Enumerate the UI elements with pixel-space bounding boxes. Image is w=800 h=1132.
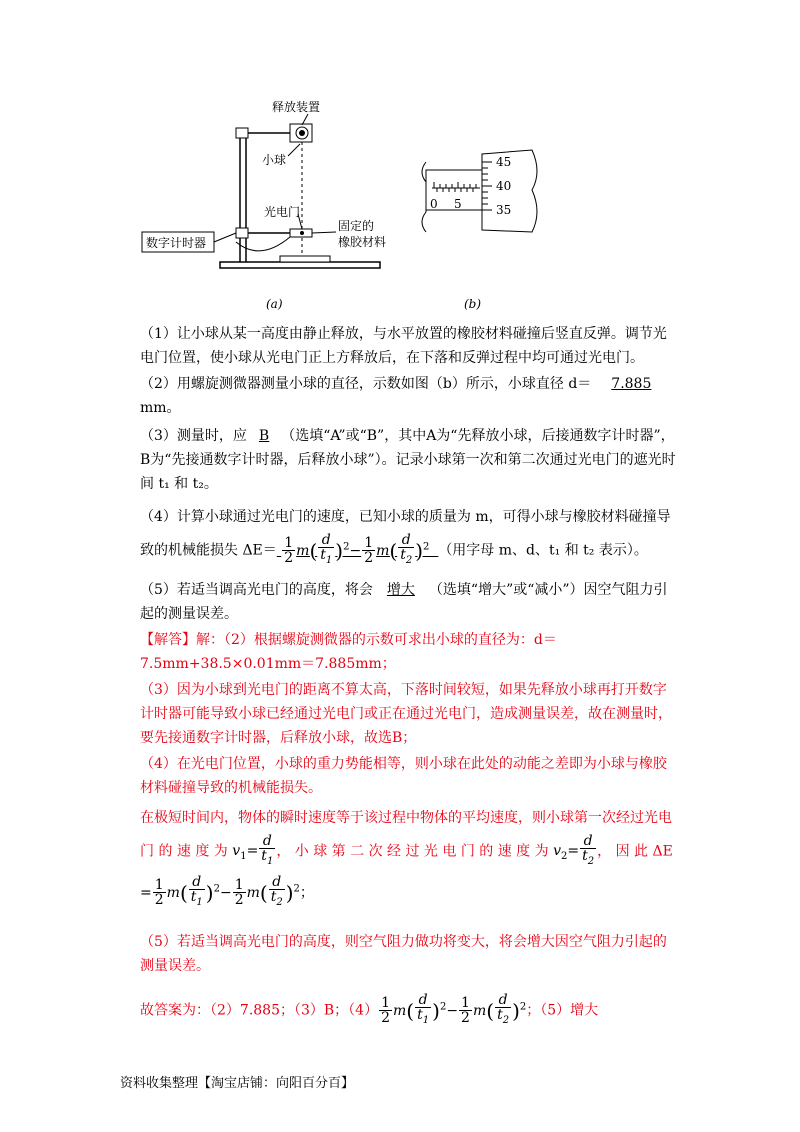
label-timer: 数字计时器: [146, 236, 207, 250]
q2-prefix: （2）用螺旋测微器测量小球的直径，示数如图（b）所示，小球直径 d＝: [140, 376, 592, 392]
solution-5: （5）若适当调高光电门的高度，则空气阻力做功将变大，将会增大因空气阻力引起的测量误差。: [140, 934, 667, 974]
q4-formula: $\frac{1}{2}$ m( $\frac{d}{t_1}$ )$^2$− $\frac{1}{2}$ m( $\frac{d}{t_2}$ )$^2$: [284, 532, 430, 567]
caption-a: (a): [266, 297, 283, 311]
q5-prefix: （5）若适当调高光电门的高度，将会: [140, 582, 373, 598]
label-release-device: 释放装置: [272, 100, 321, 114]
q2-answer: 7.885: [611, 376, 652, 392]
micro-sleeve-5: 5: [454, 197, 462, 211]
answer-formula: $\frac{1}{2}$ m( $\frac{d}{t_1}$ )$^2$− $\frac{1}{2}$ m( $\frac{d}{t_2}$ )$^2$: [381, 992, 527, 1027]
question-2: [140, 372, 680, 420]
micro-tick-35: 35: [496, 203, 512, 217]
sol4b-text-a: 门 的 速 度 为: [140, 843, 228, 860]
question-1: （1）让小球从某一高度由静止释放，与水平放置的橡胶材料碰撞后竖直反弹。调节光电门位置，使小球从光电门正上方释放后，在下落和反弹过程中均可通过光电门。: [140, 326, 667, 366]
q4-prefix: （4）计算小球通过光电门的速度，已知小球的质量为 m，可得小球与橡胶材料碰撞导致的机械能损失 ΔE＝: [140, 509, 671, 559]
sol4b-line1: 在极短时间内，物体的瞬时速度等于该过程中物体的平均速度，则小球第一次经过光电: [140, 810, 672, 826]
answer-suffix: ；（5）增大: [526, 1002, 599, 1019]
solution-3: （3）因为小球到光电门的距离不算太高，下落时间较短，如果先释放小球再打开数字计时器可能导致小球已经通过光电门或正在通过光电门，造成测量误差，故在测量时，要先接通数字计时器，后释放小球，故选B；: [140, 682, 672, 746]
v1-formula: $v_1=$ $\frac{d}{t_1}$: [232, 833, 274, 867]
solution-head: 【解答】解：（2）根据螺旋测微器的示数可求出小球的直径为：d＝7.5mm+38.5×0.01mm＝7.885mm；: [140, 632, 557, 672]
caption-b: (b): [464, 297, 482, 311]
sol4b-text-b: ， 小 球 第 二 次 经 过 光 电 门 的 速 度 为: [276, 843, 549, 860]
q3-answer: B: [258, 428, 270, 444]
micro-tick-40: 40: [496, 179, 512, 193]
final-answer: [140, 992, 680, 1028]
label-rubber-2: 橡胶材料: [338, 235, 387, 249]
label-rubber-1: 固定的: [338, 219, 375, 233]
answer-prefix: 故答案为：（2）7.885；（3）B；（4）: [140, 1002, 379, 1019]
v2-formula: $v_2=$ $\frac{d}{t_2}$: [553, 833, 595, 867]
apparatus-figure: [140, 92, 560, 322]
question-5: [140, 578, 680, 626]
delta-e-formula: = $\frac{1}{2}$ m( $\frac{d}{t_1}$ )$^2$− $\frac{1}{2}$ m( $\frac{d}{t_2}$ )$^2$；: [140, 874, 314, 909]
q2-suffix: mm。: [140, 400, 181, 416]
question-4: [140, 502, 680, 568]
solution-4b: [140, 802, 680, 910]
footer-text: 资料收集整理【淘宝店铺：向阳百分百】: [120, 1076, 355, 1091]
figure-area: [140, 92, 560, 322]
label-ball: 小球: [262, 153, 287, 167]
sol4b-text-c: ， 因 此 ΔE: [597, 843, 673, 860]
q3-prefix: （3）测量时，应: [140, 428, 247, 444]
q5-answer: 增大: [386, 582, 415, 598]
solution-4: （4）在光电门位置，小球的重力势能相等，则小球在此处的动能之差即为小球与橡胶材料碰撞导致的机械能损失。: [140, 756, 667, 796]
question-3: [140, 424, 680, 496]
q5-suffix: （选填“增大”或“减小”）因空气阻力引起的测量误差。: [140, 582, 668, 622]
q3-suffix: （选填“A”或“B”，其中A为“先释放小球，后接通数字计时器”，B为“先接通数字计时器，后释放小球”）。记录小球第一次和第二次通过光电门的遮光时间 t₁ 和 t₂。: [140, 428, 676, 492]
label-photogate: 光电门: [264, 205, 301, 219]
q4-suffix: （用字母 m、d、t₁ 和 t₂ 表示）。: [438, 542, 648, 559]
micro-sleeve-0: 0: [430, 197, 438, 211]
micro-tick-45: 45: [496, 155, 512, 169]
